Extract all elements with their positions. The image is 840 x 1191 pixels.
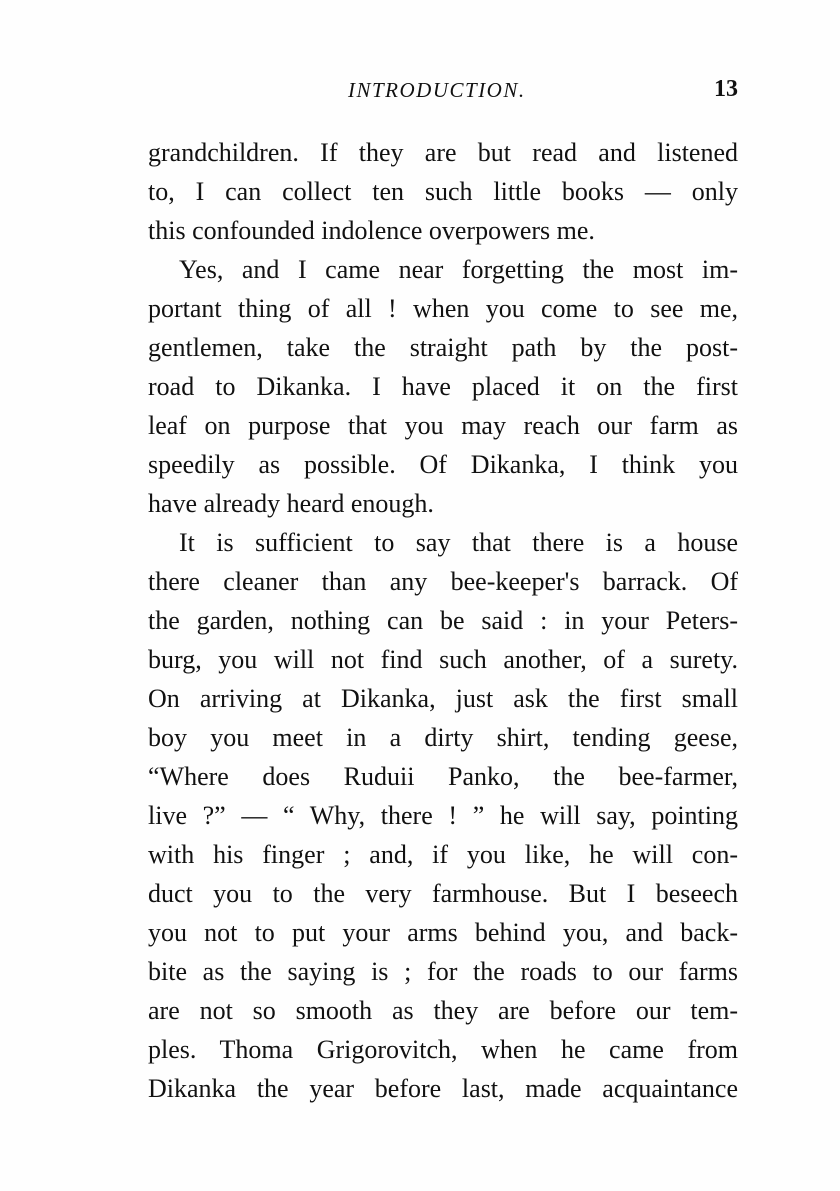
text-line: grandchildren. If they are but read and listened xyxy=(148,138,738,167)
text-line: duct you to the very farmhouse. But I beseech xyxy=(148,879,738,908)
text-line: with his finger ; and, if you like, he will con- xyxy=(148,840,738,869)
body-text xyxy=(148,133,738,1108)
text-line: the garden, nothing can be said : in your Peters- xyxy=(148,606,738,635)
text-line: bite as the saying is ; for the roads to our farms xyxy=(148,957,738,986)
text-line: leaf on purpose that you may reach our farm as xyxy=(148,411,738,440)
text-line: “Where does Ruduii Panko, the bee-farmer, xyxy=(148,762,738,791)
text-line: you not to put your arms behind you, and back- xyxy=(148,918,738,947)
page-number: 13 xyxy=(714,76,738,102)
text-line: portant thing of all ! when you come to see me, xyxy=(148,294,738,323)
text-line: are not so smooth as they are before our tem- xyxy=(148,996,738,1025)
text-line: boy you meet in a dirty shirt, tending geese, xyxy=(148,723,738,752)
text-line: Dikanka the year before last, made acquaintance xyxy=(148,1074,738,1103)
text-line: have already heard enough. xyxy=(148,489,434,518)
text-line: On arriving at Dikanka, just ask the first small xyxy=(148,684,738,713)
text-line: ples. Thoma Grigorovitch, when he came from xyxy=(148,1035,738,1064)
text-line: this confounded indolence overpowers me. xyxy=(148,216,595,245)
text-line: Yes, and I came near forgetting the most im- xyxy=(179,255,738,284)
text-line: It is sufficient to say that there is a house xyxy=(179,528,738,557)
text-line: there cleaner than any bee-keeper's barrack. Of xyxy=(148,567,738,596)
running-title: INTRODUCTION. xyxy=(348,78,526,102)
text-line: burg, you will not find such another, of a surety. xyxy=(148,645,738,674)
text-line: road to Dikanka. I have placed it on the first xyxy=(148,372,738,401)
text-line: speedily as possible. Of Dikanka, I think you xyxy=(148,450,738,479)
text-line: live ?” — “ Why, there ! ” he will say, pointing xyxy=(148,801,738,830)
page-header xyxy=(148,74,738,110)
text-line: gentlemen, take the straight path by the post- xyxy=(148,333,738,362)
text-line: to, I can collect ten such little books — only xyxy=(148,177,738,206)
